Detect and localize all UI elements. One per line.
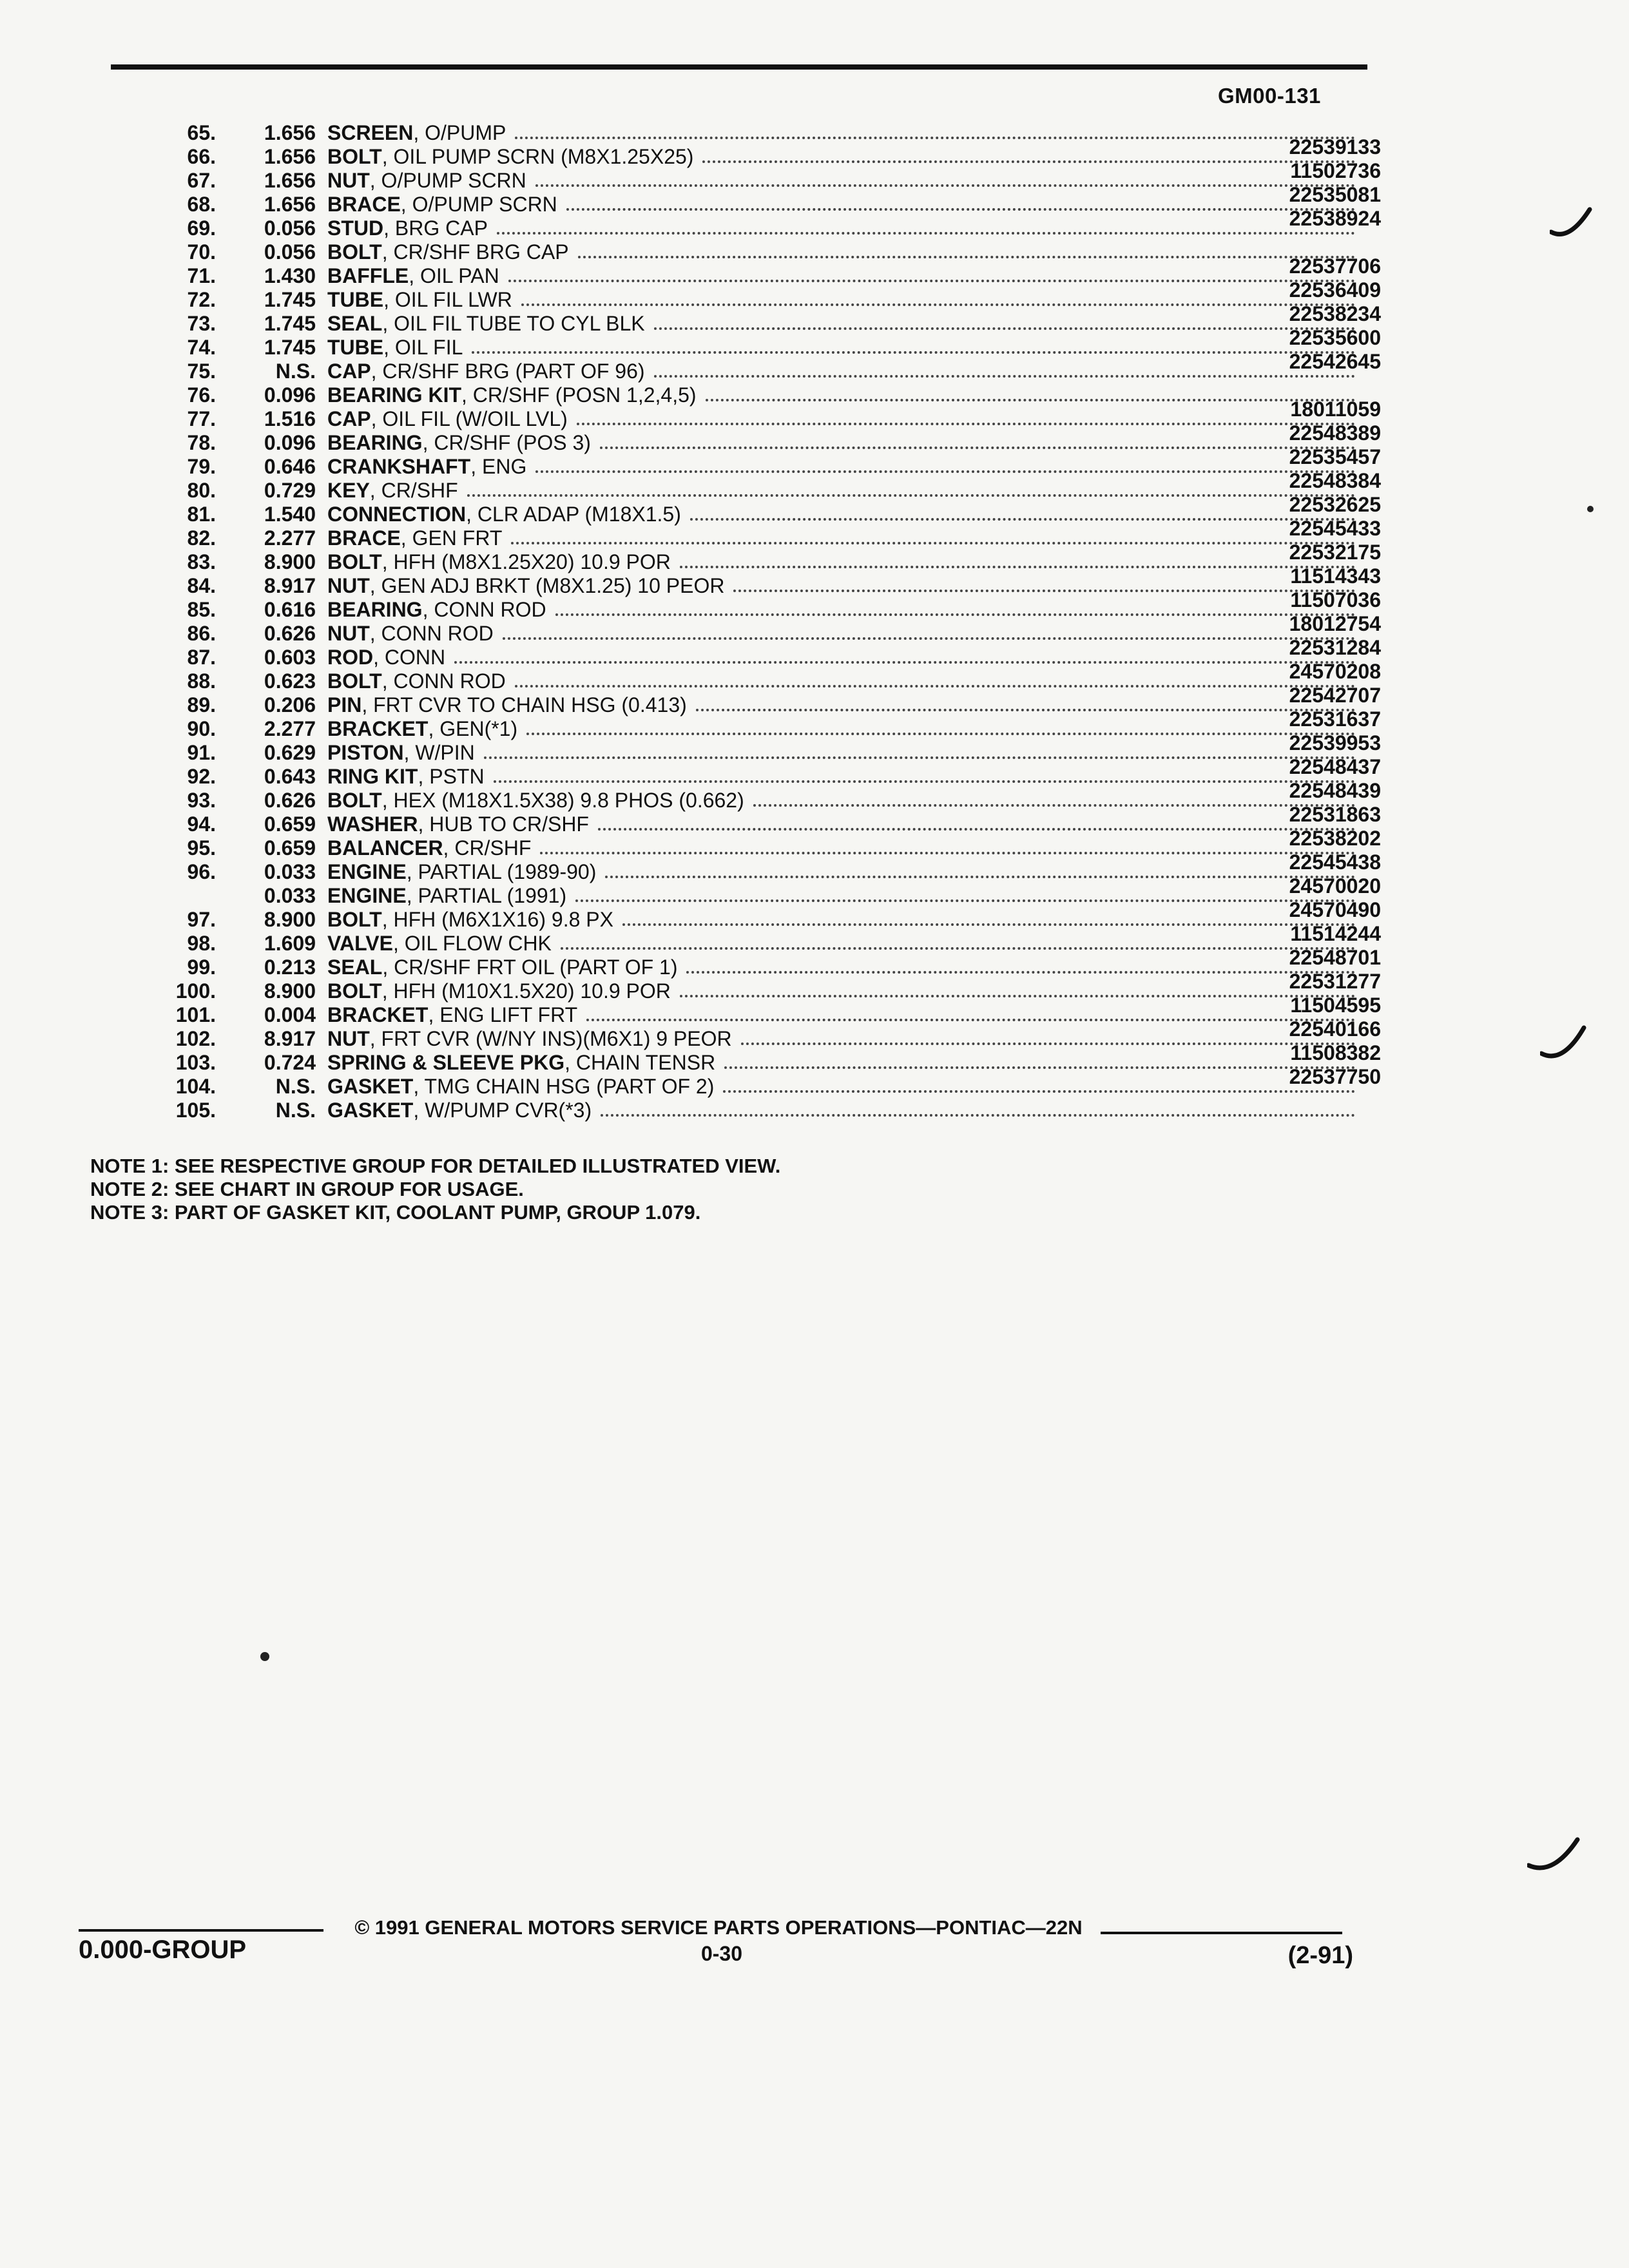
item-number: 95. (187, 836, 216, 860)
part-number: 11508382 (1290, 1041, 1381, 1064)
group-number: 0.206 (264, 693, 316, 716)
item-number: 80. (187, 479, 216, 502)
group-number: 0.643 (264, 765, 316, 788)
part-number: 22538202 (1289, 827, 1381, 850)
table-row (145, 1075, 1382, 1099)
part-number: 22532625 (1289, 493, 1381, 516)
item-number: 93. (187, 789, 216, 812)
speck-icon (1584, 503, 1597, 515)
part-description (327, 956, 1355, 979)
item-number: 68. (187, 193, 216, 216)
margin-check-mark-icon (1527, 1836, 1585, 1881)
part-number: 22537706 (1289, 255, 1381, 278)
part-number: 22536409 (1289, 278, 1381, 302)
group-number: 0.213 (264, 956, 316, 979)
part-description (327, 431, 1355, 455)
part-qualifier: , CR/SHF (443, 836, 532, 860)
leader-dots (555, 613, 1355, 616)
table-row (145, 216, 1382, 240)
group-number: 0.056 (264, 216, 316, 240)
part-name: ROD (327, 646, 374, 669)
footer-rule-right (1101, 1932, 1342, 1934)
group-number: 0.033 (264, 860, 316, 883)
group-number: 0.056 (264, 240, 316, 264)
part-description (327, 121, 1355, 145)
part-number: 22548439 (1289, 779, 1381, 802)
item-number: 75. (187, 360, 216, 383)
part-number: 22540166 (1289, 1017, 1381, 1041)
part-qualifier: , GEN ADJ BRKT (M8X1.25) 10 PEOR (369, 574, 725, 597)
part-name: BOLT (327, 669, 382, 693)
part-name: BOLT (327, 550, 382, 573)
part-number: 22531284 (1289, 636, 1381, 659)
leader-dots (467, 494, 1355, 497)
part-qualifier: , PARTIAL (1989-90) (406, 860, 597, 883)
leader-dots (497, 232, 1355, 235)
group-number: 1.745 (264, 336, 316, 359)
part-number: 22548437 (1289, 755, 1381, 778)
part-qualifier: , W/PIN (403, 741, 475, 764)
group-number: 1.656 (264, 145, 316, 168)
part-qualifier: , CHAIN TENSR (564, 1051, 716, 1074)
part-description (327, 1003, 1355, 1027)
leader-dots (586, 1019, 1355, 1021)
part-description (327, 503, 1355, 526)
part-number: 18011059 (1290, 398, 1381, 421)
part-number: 24570490 (1289, 898, 1381, 921)
part-name: PIN (327, 693, 362, 716)
item-number: 104. (175, 1075, 216, 1098)
item-number: 67. (187, 169, 216, 192)
item-number: 72. (187, 288, 216, 311)
part-qualifier: , O/PUMP SCRN (400, 193, 557, 216)
part-description (327, 479, 1355, 503)
part-description (327, 765, 1355, 789)
note-line: NOTE 3: PART OF GASKET KIT, COOLANT PUMP, GROUP 1.079. (90, 1201, 701, 1224)
top-rule (111, 64, 1367, 70)
part-qualifier: , OIL FIL LWR (383, 288, 512, 311)
part-description (327, 216, 1355, 240)
group-number: 0.729 (264, 479, 316, 502)
part-qualifier: , CR/SHF (POSN 1,2,4,5) (461, 383, 697, 407)
part-qualifier: , FRT CVR TO CHAIN HSG (0.413) (361, 693, 687, 716)
leader-dots (515, 137, 1355, 139)
part-qualifier: , CR/SHF (369, 479, 458, 502)
footer-page-number: 0-30 (700, 1942, 743, 1965)
part-name: BOLT (327, 240, 382, 264)
part-description (327, 979, 1355, 1003)
item-number: 97. (187, 908, 216, 931)
part-description (327, 264, 1355, 288)
leader-dots (601, 1114, 1355, 1117)
part-qualifier: , O/PUMP SCRN (369, 169, 526, 192)
group-number: 0.096 (264, 431, 316, 454)
part-number: 22539953 (1289, 731, 1381, 754)
item-number: 105. (175, 1099, 216, 1122)
item-number: 76. (187, 383, 216, 407)
part-name: BEARING (327, 598, 423, 621)
part-name: ENGINE (327, 860, 407, 883)
speck-icon (256, 1649, 273, 1664)
part-name: BALANCER (327, 836, 443, 860)
item-number: 88. (187, 669, 216, 693)
leader-dots (723, 1090, 1355, 1093)
item-number: 74. (187, 336, 216, 359)
part-name: KEY (327, 479, 370, 502)
item-number: 71. (187, 264, 216, 287)
item-number: 102. (175, 1027, 216, 1050)
part-description (327, 407, 1355, 431)
part-qualifier: , CONN ROD (381, 669, 506, 693)
part-name: SEAL (327, 312, 383, 335)
item-number: 82. (187, 526, 216, 550)
leader-dots (535, 184, 1355, 187)
part-name: TUBE (327, 288, 384, 311)
item-number: 103. (175, 1051, 216, 1074)
item-number: 100. (175, 979, 216, 1003)
part-number: 22531277 (1289, 970, 1381, 993)
part-description (327, 622, 1355, 646)
part-name: CONNECTION (327, 503, 467, 526)
part-qualifier: , OIL FIL (W/OIL LVL) (371, 407, 568, 430)
notes (90, 1155, 992, 1224)
leader-dots (535, 470, 1355, 473)
group-number: 1.540 (264, 503, 316, 526)
group-number: 0.629 (264, 741, 316, 764)
part-qualifier: , HFH (M8X1.25X20) 10.9 POR (381, 550, 671, 573)
group-number: 1.656 (264, 193, 316, 216)
part-description (327, 598, 1355, 622)
part-description (327, 908, 1355, 932)
leader-dots (566, 208, 1355, 211)
part-description (327, 360, 1355, 383)
part-qualifier: , CONN ROD (422, 598, 546, 621)
part-description (327, 550, 1355, 574)
item-number: 79. (187, 455, 216, 478)
margin-check-mark-icon (1550, 206, 1595, 245)
item-number: 65. (187, 121, 216, 144)
group-number: 1.745 (264, 288, 316, 311)
part-description (327, 574, 1355, 598)
item-number: 101. (175, 1003, 216, 1026)
part-qualifier: , O/PUMP (413, 121, 506, 144)
part-description (327, 145, 1355, 169)
group-number: 0.603 (264, 646, 316, 669)
part-description (327, 884, 1355, 908)
part-description (327, 932, 1355, 956)
part-number: 22531637 (1289, 707, 1381, 731)
part-number: 11507036 (1290, 588, 1381, 611)
item-number: 85. (187, 598, 216, 621)
part-number: 18012754 (1289, 612, 1381, 635)
part-name: NUT (327, 574, 370, 597)
item-number: 83. (187, 550, 216, 573)
item-number: 90. (187, 717, 216, 740)
leader-dots (484, 756, 1355, 759)
footer-date: (2-91) (1287, 1942, 1353, 1969)
group-number: 0.623 (264, 669, 316, 693)
part-description (327, 383, 1355, 407)
item-number: 70. (187, 240, 216, 264)
part-description (327, 741, 1355, 765)
footer-group: 0.000-GROUP (79, 1936, 247, 1964)
item-number: 99. (187, 956, 216, 979)
item-number: 91. (187, 741, 216, 764)
doc-code: GM00-131 (1218, 84, 1321, 108)
part-qualifier: , HFH (M10X1.5X20) 10.9 POR (381, 979, 671, 1003)
part-name: SPRING & SLEEVE PKG (327, 1051, 565, 1074)
item-number: 89. (187, 693, 216, 716)
item-number: 98. (187, 932, 216, 955)
part-name: PISTON (327, 741, 404, 764)
part-name: BOLT (327, 908, 382, 931)
leader-dots (600, 447, 1355, 449)
part-description (327, 836, 1355, 860)
item-number: 96. (187, 860, 216, 883)
part-description (327, 789, 1355, 812)
part-name: BRACKET (327, 717, 429, 740)
group-number: 2.277 (264, 526, 316, 550)
table-row (145, 1099, 1382, 1122)
part-number: 22535081 (1289, 183, 1381, 206)
item-number: 86. (187, 622, 216, 645)
group-number: N.S. (275, 360, 316, 383)
part-name: BAFFLE (327, 264, 409, 287)
group-number: 0.626 (264, 789, 316, 812)
group-number: 1.656 (264, 121, 316, 144)
item-number: 66. (187, 145, 216, 168)
part-number: 22545433 (1289, 517, 1381, 540)
part-number: 22548389 (1289, 421, 1381, 445)
item-number: 78. (187, 431, 216, 454)
part-description (327, 240, 1355, 264)
parts-list (145, 121, 1382, 1122)
leader-dots (577, 423, 1355, 425)
group-number: N.S. (275, 1099, 316, 1122)
item-number: 84. (187, 574, 216, 597)
group-number: 8.900 (264, 908, 316, 931)
group-number: 1.516 (264, 407, 316, 430)
item-number: 94. (187, 812, 216, 836)
part-name: CAP (327, 360, 371, 383)
part-number: 22538924 (1289, 207, 1381, 230)
part-name: CAP (327, 407, 371, 430)
part-name: SEAL (327, 956, 383, 979)
part-qualifier: , TMG CHAIN HSG (PART OF 2) (413, 1075, 715, 1098)
part-qualifier: , W/PUMP CVR(*3) (413, 1099, 592, 1122)
part-name: BOLT (327, 789, 382, 812)
leader-dots (578, 256, 1355, 258)
item-number: 77. (187, 407, 216, 430)
part-qualifier: , OIL PUMP SCRN (M8X1.25X25) (381, 145, 694, 168)
group-number: 8.900 (264, 550, 316, 573)
group-number: 8.900 (264, 979, 316, 1003)
part-name: BRACE (327, 526, 401, 550)
note-line: NOTE 2: SEE CHART IN GROUP FOR USAGE. (90, 1178, 524, 1200)
leader-dots (494, 780, 1355, 783)
part-name: NUT (327, 169, 370, 192)
part-description (327, 193, 1355, 216)
footer-copyright: © 1991 GENERAL MOTORS SERVICE PARTS OPERATIONS—PONTIAC—22N (354, 1916, 1083, 1939)
part-name: NUT (327, 622, 370, 645)
part-description (327, 336, 1355, 360)
item-number: 81. (187, 503, 216, 526)
group-number: 0.646 (264, 455, 316, 478)
part-description (327, 669, 1355, 693)
part-description (327, 860, 1355, 884)
part-description (327, 312, 1355, 336)
part-qualifier: , OIL FIL (383, 336, 463, 359)
leader-dots (540, 852, 1355, 854)
item-number: 92. (187, 765, 216, 788)
part-qualifier: , HFH (M6X1X16) 9.8 PX (381, 908, 613, 931)
table-row (145, 360, 1382, 383)
table-row (145, 312, 1382, 349)
part-name: BOLT (327, 145, 382, 168)
part-number: 22539133 (1289, 135, 1381, 159)
part-qualifier: , GEN(*1) (428, 717, 518, 740)
part-number: 22545438 (1289, 850, 1381, 874)
part-number: 22538234 (1289, 302, 1381, 325)
part-description (327, 455, 1355, 479)
part-number: 24570020 (1289, 874, 1381, 898)
group-number: 1.430 (264, 264, 316, 287)
part-number: 22548701 (1289, 946, 1381, 969)
group-number: 0.616 (264, 598, 316, 621)
part-number: 11504595 (1290, 994, 1381, 1017)
group-number: 2.277 (264, 717, 316, 740)
part-name: CRANKSHAFT (327, 455, 471, 478)
group-number: 1.656 (264, 169, 316, 192)
part-description (327, 169, 1355, 193)
item-number: 69. (187, 216, 216, 240)
part-name: GASKET (327, 1099, 414, 1122)
group-number: 1.609 (264, 932, 316, 955)
group-number: 8.917 (264, 1027, 316, 1050)
part-description (327, 812, 1355, 836)
part-number: 11514244 (1290, 922, 1381, 945)
part-name: BRACE (327, 193, 401, 216)
part-name: GASKET (327, 1075, 414, 1098)
part-name: BRACKET (327, 1003, 429, 1026)
group-number: 0.033 (264, 884, 316, 907)
part-description (327, 1027, 1355, 1051)
part-qualifier: , HEX (M18X1.5X38) 9.8 PHOS (0.662) (381, 789, 744, 812)
leader-dots (472, 351, 1355, 354)
part-description (327, 288, 1355, 312)
part-name: BEARING (327, 431, 423, 454)
part-description (327, 1099, 1355, 1122)
part-description (327, 1051, 1355, 1075)
leader-dots (654, 375, 1355, 378)
part-name: STUD (327, 216, 384, 240)
part-description (327, 693, 1355, 717)
part-qualifier: , GEN FRT (400, 526, 503, 550)
group-number: 0.659 (264, 836, 316, 860)
group-number: 0.724 (264, 1051, 316, 1074)
part-number: 11502736 (1290, 159, 1381, 182)
part-name: NUT (327, 1027, 370, 1050)
note-line: NOTE 1: SEE RESPECTIVE GROUP FOR DETAILED ILLUSTRATED VIEW. (90, 1155, 781, 1177)
group-number: 0.096 (264, 383, 316, 407)
group-number: N.S. (275, 1075, 316, 1098)
part-number: 22548384 (1289, 469, 1381, 492)
leader-dots (575, 899, 1355, 902)
part-qualifier: , HUB TO CR/SHF (418, 812, 589, 836)
part-qualifier: , ENG LIFT FRT (428, 1003, 578, 1026)
part-number: 22535457 (1289, 445, 1381, 468)
footer-rule-left (79, 1929, 323, 1932)
part-qualifier: , BRG CAP (383, 216, 488, 240)
part-number: 22531863 (1289, 803, 1381, 826)
part-qualifier: , CLR ADAP (M18X1.5) (466, 503, 681, 526)
leader-dots (454, 661, 1355, 664)
part-qualifier: , PSTN (418, 765, 485, 788)
leader-dots (508, 280, 1355, 282)
part-number: 22532175 (1289, 541, 1381, 564)
part-qualifier: , OIL FLOW CHK (392, 932, 552, 955)
part-description (327, 1075, 1355, 1099)
leader-dots (503, 637, 1355, 640)
leader-dots (561, 947, 1355, 950)
leader-dots (526, 733, 1355, 735)
leader-dots (515, 685, 1355, 687)
part-qualifier: , OIL PAN (409, 264, 499, 287)
part-qualifier: , CR/SHF FRT OIL (PART OF 1) (382, 956, 678, 979)
margin-check-mark-icon (1540, 1024, 1592, 1070)
part-description (327, 646, 1355, 669)
part-description (327, 717, 1355, 741)
part-description (327, 526, 1355, 550)
part-name: SCREEN (327, 121, 414, 144)
part-qualifier: , CR/SHF BRG CAP (381, 240, 569, 264)
leader-dots (598, 828, 1355, 831)
part-number: 24570208 (1289, 660, 1381, 683)
part-number: 22542707 (1289, 684, 1381, 707)
item-number: 73. (187, 312, 216, 335)
part-name: BOLT (327, 979, 382, 1003)
leader-dots (511, 542, 1355, 544)
leader-dots (521, 303, 1355, 306)
part-qualifier: , CR/SHF (POS 3) (422, 431, 591, 454)
part-name: RING KIT (327, 765, 418, 788)
group-number: 0.659 (264, 812, 316, 836)
part-qualifier: , OIL FIL TUBE TO CYL BLK (382, 312, 645, 335)
item-number: 87. (187, 646, 216, 669)
part-qualifier: , CONN (373, 646, 446, 669)
part-name: BEARING KIT (327, 383, 461, 407)
part-qualifier: , FRT CVR (W/NY INS)(M6X1) 9 PEOR (369, 1027, 732, 1050)
leader-dots (605, 876, 1355, 878)
group-number: 1.745 (264, 312, 316, 335)
group-number: 0.626 (264, 622, 316, 645)
group-number: 8.917 (264, 574, 316, 597)
part-name: ENGINE (327, 884, 407, 907)
part-number: 22535600 (1289, 326, 1381, 349)
part-number: 22537750 (1289, 1065, 1381, 1088)
part-qualifier: , CONN ROD (369, 622, 494, 645)
group-number: 0.004 (264, 1003, 316, 1026)
part-qualifier: , CR/SHF BRG (PART OF 96) (371, 360, 645, 383)
part-name: TUBE (327, 336, 384, 359)
part-qualifier: , ENG (470, 455, 527, 478)
part-name: VALVE (327, 932, 393, 955)
part-number: 22542645 (1289, 350, 1381, 373)
part-number: 11514343 (1290, 564, 1381, 588)
part-name: WASHER (327, 812, 418, 836)
part-qualifier: , PARTIAL (1991) (406, 884, 567, 907)
